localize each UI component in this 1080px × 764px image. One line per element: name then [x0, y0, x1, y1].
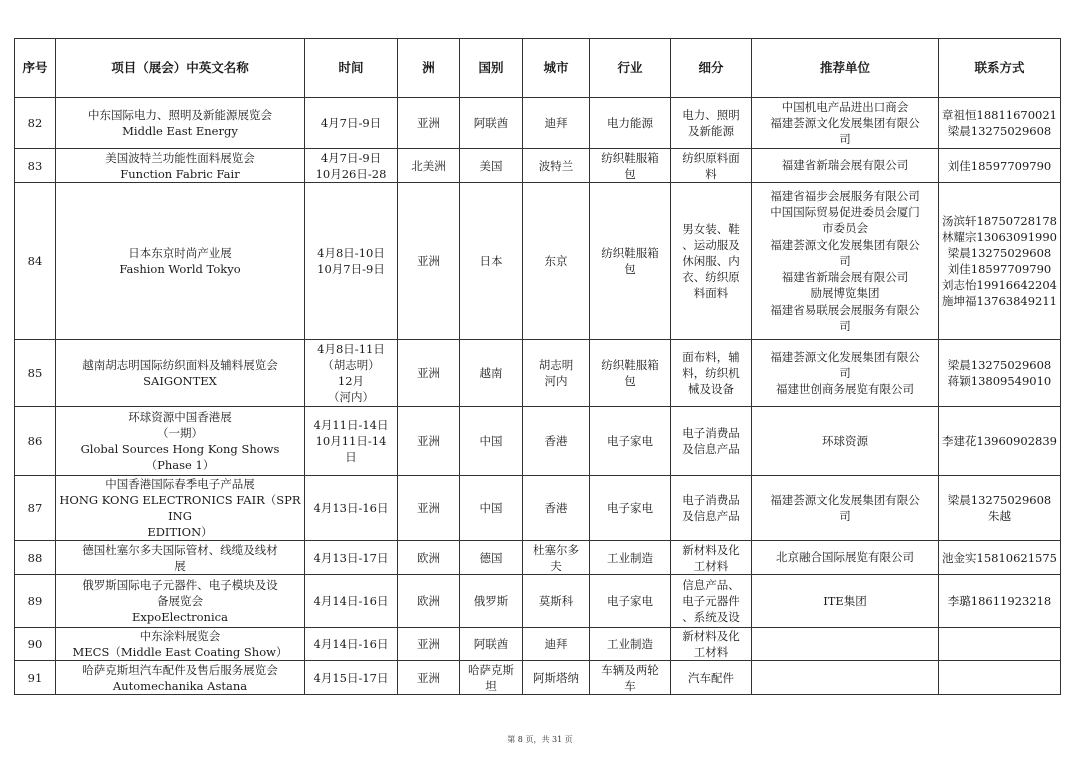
cell-contact: 刘佳18597709790	[939, 149, 1061, 183]
cell-city: 杜塞尔多 夫	[523, 541, 590, 575]
cell-seq: 84	[15, 183, 56, 340]
cell-name: 德国杜塞尔多夫国际管材、线缆及线材 展	[56, 541, 305, 575]
cell-industry: 纺织鞋服箱 包	[590, 340, 671, 407]
page-footer: 第 8 页，共 31 页	[507, 735, 573, 744]
cell-name: 日本东京时尚产业展 Fashion World Tokyo	[56, 183, 305, 340]
cell-time: 4月8日-10日 10月7日-9日	[305, 183, 398, 340]
cell-time: 4月14日-16日	[305, 628, 398, 661]
cell-segment: 电子消费品 及信息产品	[671, 476, 752, 541]
header-industry: 行业	[590, 39, 671, 98]
cell-continent: 欧洲	[398, 575, 460, 628]
cell-recommender: 环球资源	[752, 407, 939, 476]
header-seq: 序号	[15, 39, 56, 98]
cell-segment: 纺织原料面 料	[671, 149, 752, 183]
table-header-row	[15, 39, 1061, 98]
cell-contact: 李建花13960902839	[939, 407, 1061, 476]
cell-industry: 纺织鞋服箱 包	[590, 149, 671, 183]
cell-name: 俄罗斯国际电子元器件、电子模块及设 备展览会 ExpoElectronica	[56, 575, 305, 628]
table-row	[15, 661, 1061, 695]
cell-segment: 电力、照明 及新能源	[671, 98, 752, 149]
cell-recommender	[752, 661, 939, 695]
table-row	[15, 183, 1061, 340]
cell-name: 越南胡志明国际纺织面料及辅料展览会 SAIGONTEX	[56, 340, 305, 407]
cell-name: 中国香港国际春季电子产品展 HONG KONG ELECTRONICS FAIR（SPRING EDITION）	[56, 476, 305, 541]
cell-seq: 91	[15, 661, 56, 695]
cell-country: 哈萨克斯 坦	[460, 661, 523, 695]
cell-contact	[939, 661, 1061, 695]
cell-country: 阿联酋	[460, 628, 523, 661]
exhibition-table	[14, 38, 1061, 695]
table-row	[15, 407, 1061, 476]
cell-seq: 82	[15, 98, 56, 149]
cell-industry: 工业制造	[590, 541, 671, 575]
cell-country: 中国	[460, 476, 523, 541]
cell-industry: 纺织鞋服箱 包	[590, 183, 671, 340]
cell-industry: 车辆及两轮 车	[590, 661, 671, 695]
table-row	[15, 98, 1061, 149]
cell-city: 香港	[523, 476, 590, 541]
cell-recommender: 福建省新瑞会展有限公司	[752, 149, 939, 183]
header-city: 城市	[523, 39, 590, 98]
cell-continent: 亚洲	[398, 340, 460, 407]
cell-contact: 梁晨13275029608 蒋颖13809549010	[939, 340, 1061, 407]
cell-time: 4月14日-16日	[305, 575, 398, 628]
cell-city: 胡志明 河内	[523, 340, 590, 407]
header-segment: 细分	[671, 39, 752, 98]
cell-segment: 汽车配件	[671, 661, 752, 695]
cell-recommender: 中国机电产品进出口商会 福建荟源文化发展集团有限公 司	[752, 98, 939, 149]
cell-industry: 工业制造	[590, 628, 671, 661]
header-country: 国别	[460, 39, 523, 98]
cell-time: 4月7日-9日 10月26日-28	[305, 149, 398, 183]
cell-seq: 88	[15, 541, 56, 575]
cell-continent: 北美洲	[398, 149, 460, 183]
cell-recommender: 福建荟源文化发展集团有限公 司	[752, 476, 939, 541]
cell-continent: 亚洲	[398, 183, 460, 340]
cell-city: 莫斯科	[523, 575, 590, 628]
cell-seq: 86	[15, 407, 56, 476]
table-row	[15, 340, 1061, 407]
cell-continent: 亚洲	[398, 407, 460, 476]
table-row	[15, 628, 1061, 661]
table-body	[15, 98, 1061, 695]
cell-recommender	[752, 628, 939, 661]
cell-name: 中东国际电力、照明及新能源展览会 Middle East Energy	[56, 98, 305, 149]
header-name: 项目（展会）中英文名称	[56, 39, 305, 98]
cell-segment: 新材料及化 工材料	[671, 628, 752, 661]
table-row	[15, 541, 1061, 575]
cell-industry: 电子家电	[590, 476, 671, 541]
cell-time: 4月13日-16日	[305, 476, 398, 541]
cell-seq: 83	[15, 149, 56, 183]
cell-city: 迪拜	[523, 628, 590, 661]
cell-time: 4月15日-17日	[305, 661, 398, 695]
cell-contact	[939, 628, 1061, 661]
cell-continent: 亚洲	[398, 476, 460, 541]
cell-name: 环球资源中国香港展 （一期） Global Sources Hong Kong Shows （Phase 1）	[56, 407, 305, 476]
cell-time: 4月7日-9日	[305, 98, 398, 149]
header-contact: 联系方式	[939, 39, 1061, 98]
cell-industry: 电子家电	[590, 575, 671, 628]
cell-contact: 梁晨13275029608 朱越	[939, 476, 1061, 541]
cell-country: 德国	[460, 541, 523, 575]
cell-segment: 信息产品、 电子元器件 、系统及设	[671, 575, 752, 628]
cell-seq: 87	[15, 476, 56, 541]
table-row	[15, 476, 1061, 541]
cell-recommender: 福建荟源文化发展集团有限公 司 福建世创商务展览有限公司	[752, 340, 939, 407]
cell-city: 迪拜	[523, 98, 590, 149]
table-row	[15, 575, 1061, 628]
cell-recommender: 北京融合国际展览有限公司	[752, 541, 939, 575]
cell-recommender: ITE集团	[752, 575, 939, 628]
cell-seq: 85	[15, 340, 56, 407]
header-recommender: 推荐单位	[752, 39, 939, 98]
cell-city: 阿斯塔纳	[523, 661, 590, 695]
cell-time: 4月13日-17日	[305, 541, 398, 575]
cell-continent: 亚洲	[398, 661, 460, 695]
cell-name: 美国波特兰功能性面料展览会 Function Fabric Fair	[56, 149, 305, 183]
cell-continent: 亚洲	[398, 98, 460, 149]
cell-city: 波特兰	[523, 149, 590, 183]
cell-country: 中国	[460, 407, 523, 476]
cell-segment: 电子消费品 及信息产品	[671, 407, 752, 476]
cell-name: 哈萨克斯坦汽车配件及售后服务展览会 Automechanika Astana	[56, 661, 305, 695]
cell-segment: 男女装、鞋 、运动服及 休闲服、内 衣、纺织原 料面料	[671, 183, 752, 340]
cell-segment: 新材料及化 工材料	[671, 541, 752, 575]
cell-contact: 池金实15810621575	[939, 541, 1061, 575]
cell-country: 越南	[460, 340, 523, 407]
cell-country: 俄罗斯	[460, 575, 523, 628]
cell-city: 东京	[523, 183, 590, 340]
cell-country: 阿联酋	[460, 98, 523, 149]
cell-segment: 面布料，辅 料，纺织机 械及设备	[671, 340, 752, 407]
cell-industry: 电子家电	[590, 407, 671, 476]
cell-contact: 汤滨轩18750728178 林耀宗13063091990 梁晨13275029608 刘佳18597709790 刘志怡19916642204 施坤福13763849211	[939, 183, 1061, 340]
cell-contact: 李璐18611923218	[939, 575, 1061, 628]
cell-continent: 欧洲	[398, 541, 460, 575]
table-row	[15, 149, 1061, 183]
cell-name: 中东涂料展览会 MECS（Middle East Coating Show）	[56, 628, 305, 661]
cell-seq: 90	[15, 628, 56, 661]
cell-time: 4月11日-14日 10月11日-14 日	[305, 407, 398, 476]
cell-industry: 电力能源	[590, 98, 671, 149]
cell-continent: 亚洲	[398, 628, 460, 661]
cell-recommender: 福建省福步会展服务有限公司 中国国际贸易促进委员会厦门 市委员会 福建荟源文化发展集团有限公 司 福建省新瑞会展有限公司 励展博览集团 福建省易联展会展服务有限公 司	[752, 183, 939, 340]
cell-seq: 89	[15, 575, 56, 628]
cell-city: 香港	[523, 407, 590, 476]
header-time: 时间	[305, 39, 398, 98]
cell-time: 4月8日-11日 （胡志明） 12月 （河内）	[305, 340, 398, 407]
cell-country: 美国	[460, 149, 523, 183]
header-continent: 洲	[398, 39, 460, 98]
cell-country: 日本	[460, 183, 523, 340]
cell-contact: 章祖恒18811670021 梁晨13275029608	[939, 98, 1061, 149]
